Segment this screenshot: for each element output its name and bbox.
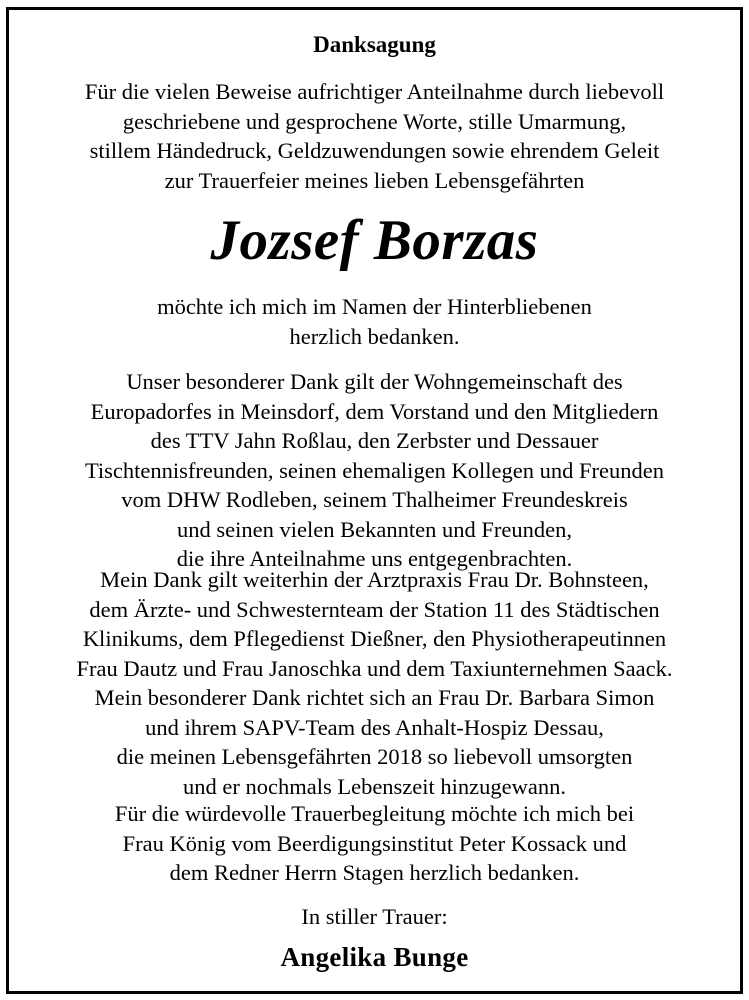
thanks-line: möchte ich mich im Namen der Hinterbliebenen <box>157 294 592 319</box>
thanks-paragraph <box>0 292 749 351</box>
special-thanks-line: des TTV Jahn Roßlau, den Zerbster und Dessauer <box>150 428 599 453</box>
medical-thanks-paragraph <box>0 565 749 801</box>
medical-thanks-line: und er nochmals Lebenszeit hinzugewann. <box>183 773 566 799</box>
intro-line: stillem Händedruck, Geldzuwendungen sowie ehrendem Geleit <box>89 138 660 163</box>
closing-line: In stiller Trauer: <box>301 904 448 929</box>
intro-line: Für die vielen Beweise aufrichtiger Anteilnahme durch liebevoll <box>84 79 665 104</box>
special-thanks-line: Unser besonderer Dank gilt der Wohngemeinschaft des <box>126 369 623 394</box>
special-thanks-paragraph <box>0 367 749 574</box>
thanks-line: herzlich bedanken. <box>289 323 460 349</box>
funeral-thanks-line: Für die würdevolle Trauerbegleitung möchte ich mich bei <box>114 801 635 826</box>
intro-line: geschriebene und gesprochene Worte, stille Umarmung, <box>122 108 627 134</box>
funeral-thanks-line: Frau König vom Beerdigungsinstitut Peter Kossack und <box>122 830 627 856</box>
medical-thanks-line: Frau Dautz und Frau Janoschka und dem Taxiunternehmen Saack. <box>76 655 673 681</box>
special-thanks-line: Tischtennisfreunden, seinen ehemaligen Kollegen und Freunden <box>84 457 665 483</box>
intro-paragraph <box>0 77 749 195</box>
notice-heading: Danksagung <box>313 32 436 57</box>
signature-name: Angelika Bunge <box>280 942 469 972</box>
medical-thanks-line: Klinikums, dem Pflegedienst Dießner, den Physiotherapeutinnen <box>82 626 667 651</box>
funeral-thanks-line: dem Redner Herrn Stagen herzlich bedanken. <box>169 860 580 885</box>
medical-thanks-line: und ihrem SAPV-Team des Anhalt-Hospiz Dessau, <box>145 714 604 740</box>
funeral-thanks-paragraph <box>0 799 749 888</box>
deceased-name: Jozsef Borzas <box>210 209 539 272</box>
special-thanks-line: Europadorfes in Meinsdorf, dem Vorstand und den Mitgliedern <box>90 398 659 424</box>
special-thanks-line: die ihre Anteilnahme uns entgegenbrachten. <box>176 546 573 571</box>
medical-thanks-line: Mein Dank gilt weiterhin der Arztpraxis Frau Dr. Bohnsteen, <box>100 567 649 592</box>
intro-line: zur Trauerfeier meines lieben Lebensgefährten <box>164 167 585 193</box>
medical-thanks-line: Mein besonderer Dank richtet sich an Frau Dr. Barbara Simon <box>94 685 655 710</box>
medical-thanks-line: die meinen Lebensgefährten 2018 so liebevoll umsorgten <box>116 744 633 769</box>
special-thanks-line: vom DHW Rodleben, seinem Thalheimer Freundeskreis <box>121 487 628 512</box>
medical-thanks-line: dem Ärzte- und Schwesternteam der Station 11 des Städtischen <box>89 596 660 622</box>
special-thanks-line: und seinen vielen Bekannten und Freunden, <box>177 516 572 542</box>
